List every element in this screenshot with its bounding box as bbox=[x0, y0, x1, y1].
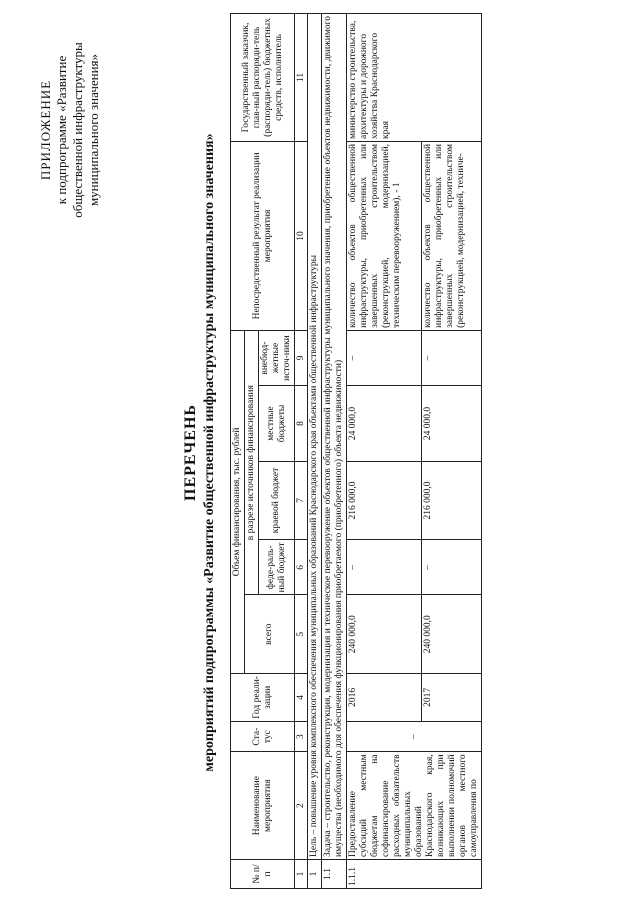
task-num: 1.1 bbox=[322, 859, 347, 888]
task-text: Задача – строительство, реконструкция, модернизация и техническое перевооружение объектов общественной инфраструктуры муниципального значения, приобретение объектов недвижимости, движимого имущества (необходимого для обеспечения функционирования приобретаемого (приобретенного) объекта недвижимости) bbox=[322, 14, 347, 860]
appendix-line: к подпрограмме «Развитие bbox=[54, 55, 69, 205]
item-total: 240 000,0 bbox=[421, 595, 481, 673]
column-number: 7 bbox=[295, 461, 308, 539]
header-federal: феде-раль-ный бюджет bbox=[259, 540, 295, 595]
header-result: Непосредственный результат реализации мероприятия bbox=[231, 141, 295, 330]
goal-row bbox=[308, 14, 322, 889]
header-sources: в разрезе источников финансирования bbox=[245, 330, 259, 595]
goal-text: Цель – повышение уровня комплексного обеспечения муниципальных образований Краснодарского края объектами общественной инфраструктуры bbox=[308, 14, 322, 860]
appendix-line: муниципального значения» bbox=[86, 53, 101, 207]
header-name: Наименование мероприятия bbox=[231, 752, 295, 860]
column-numbers-row bbox=[295, 14, 308, 889]
item-result: количество объектов общественной инфраструктуры, приобретенных или завершенных строительством (реконструкцией, модернизацией, техниче- bbox=[421, 141, 481, 330]
column-number: 6 bbox=[295, 540, 308, 595]
header-regional: краевой бюджет bbox=[259, 461, 295, 539]
column-number: 9 bbox=[295, 330, 308, 385]
item-regional: 216 000,0 bbox=[347, 461, 422, 539]
item-extra: – bbox=[347, 330, 422, 385]
item-year: 2017 bbox=[421, 673, 481, 721]
header-customer: Государственный заказчик, глав-ный распоряди-тель (распоряди-тель) бюджетных средств, исполнитель bbox=[231, 14, 295, 142]
header-total: всего bbox=[245, 595, 295, 673]
column-number: 4 bbox=[295, 673, 308, 721]
header-funding: Объем финансирования, тыс. рублей bbox=[231, 330, 245, 673]
item-name: Предоставление субсидий местным бюджетам на софинансирование расходных обязательств муниципальных образований Краснодарского края, возникающих при выполнении полномочий органов местного самоуправления по bbox=[347, 752, 482, 860]
column-number: 11 bbox=[295, 14, 308, 142]
column-number: 2 bbox=[295, 752, 308, 860]
column-number: 3 bbox=[295, 721, 308, 752]
header-num: № п/п bbox=[231, 859, 295, 888]
item-num: 1.1.1 bbox=[347, 859, 482, 888]
appendix-title: ПРИЛОЖЕНИЕ bbox=[38, 79, 53, 181]
task-row bbox=[322, 14, 347, 889]
item-year: 2016 bbox=[347, 673, 422, 721]
item-extra: – bbox=[421, 330, 481, 385]
column-number: 1 bbox=[295, 859, 308, 888]
item-status: – bbox=[347, 721, 482, 752]
header-local: местные бюджеты bbox=[259, 386, 295, 462]
item-local: 24 000,0 bbox=[347, 386, 422, 462]
column-number: 8 bbox=[295, 386, 308, 462]
column-number: 10 bbox=[295, 141, 308, 330]
header-extra: внебюд-жетные источ-ники bbox=[259, 330, 295, 385]
header-year: Год реали-зации bbox=[231, 673, 295, 721]
item-federal: – bbox=[347, 540, 422, 595]
appendix-line: общественной инфраструктуры bbox=[70, 42, 85, 218]
item-customer: министерство строительства, архитектуры и дорожного хозяйства Краснодарского края bbox=[347, 14, 482, 142]
column-number: 5 bbox=[295, 595, 308, 673]
measures-table bbox=[230, 13, 482, 889]
item-row bbox=[347, 14, 422, 889]
header-status: Ста-тус bbox=[231, 721, 295, 752]
document-subtitle: мероприятий подпрограммы «Развитие общественной инфраструктуры муниципального значения» bbox=[202, 133, 217, 772]
item-result: количество объектов общественной инфраструктуры, приобретенных или завершенных строительством (реконструкцией, модернизацией, техническим перевооружением), - 1 bbox=[347, 141, 422, 330]
item-regional: 216 000,0 bbox=[421, 461, 481, 539]
header-row bbox=[231, 14, 245, 889]
document-title: ПЕРЕЧЕНЬ bbox=[182, 404, 199, 501]
item-total: 240 000,0 bbox=[347, 595, 422, 673]
item-federal: – bbox=[421, 540, 481, 595]
appendix-block bbox=[38, 15, 102, 245]
item-local: 24 000,0 bbox=[421, 386, 481, 462]
goal-num: 1 bbox=[308, 859, 322, 888]
